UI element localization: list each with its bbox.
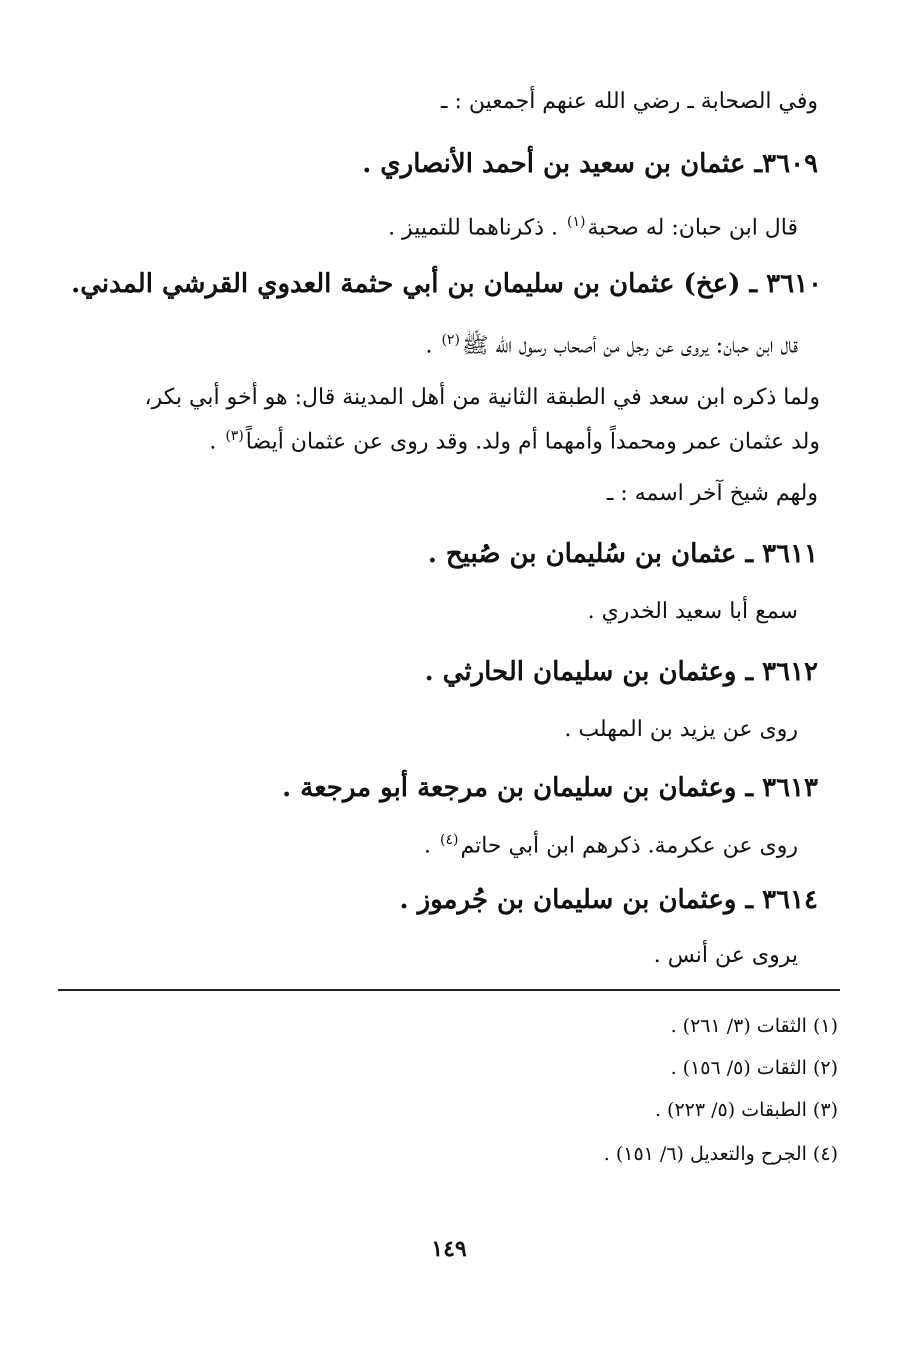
entry-3610-text-a: قال ابن حبان: يروى عن رجل من أصحاب رسول الله ﷺ	[461, 333, 798, 359]
footnote-ref-1[interactable]: (١)	[567, 214, 586, 230]
footnote-3: (٣) الطبقات (٥/ ٢٢٣) .	[654, 1099, 838, 1121]
entry-3610-text-d: .	[209, 429, 217, 455]
others-intro: ولهم شيخ آخر اسمه : ـ	[606, 481, 818, 506]
section-intro: وفي الصحابة ـ رضي الله عنهم أجمعين : ـ	[441, 89, 818, 114]
footnote-1: (١) الثقات (٣/ ٢٦١) .	[670, 1015, 838, 1037]
entry-3613-body	[424, 824, 798, 862]
entry-3613-text-a: روى عن عكرمة. ذكرهم ابن أبي حاتم	[460, 833, 798, 859]
entry-3610-paragraph-line-2	[209, 420, 820, 458]
entry-3609-text-a: قال ابن حبان: له صحبة	[587, 215, 798, 241]
entry-3610-text-b: .	[425, 333, 433, 359]
footnote-2: (٢) الثقات (٥/ ١٥٦) .	[670, 1057, 838, 1079]
entry-3613-heading: ٣٦١٣ ـ وعثمان بن سليمان بن مرجعة أبو مرجعة .	[282, 773, 818, 803]
footnote-ref-3[interactable]: (٣)	[225, 428, 244, 444]
footnote-ref-4[interactable]: (٤)	[439, 832, 459, 848]
footnote-ref-2[interactable]: (٢)	[441, 332, 460, 348]
entry-3614-heading: ٣٦١٤ ـ وعثمان بن سليمان بن جُرموز .	[399, 885, 818, 915]
entry-3609-heading: ٣٦٠٩ـ عثمان بن سعيد بن أحمد الأنصاري .	[362, 149, 818, 179]
footnote-4: (٤) الجرح والتعديل (٦/ ١٥١) .	[603, 1143, 838, 1165]
entry-3610-heading: ٣٦١٠ ـ (عخ) عثمان بن سليمان بن أبي حثمة العدوي القرشي المدني.	[71, 269, 822, 299]
entry-3610-paragraph-line-1: ولما ذكره ابن سعد في الطبقة الثانية من أهل المدينة قال: هو أخو أبي بكر،	[144, 385, 820, 410]
entry-3614-body: يروى عن أنس .	[653, 943, 798, 968]
entry-3610-body	[425, 324, 798, 362]
entry-3613-text-b: .	[423, 833, 431, 859]
entry-3610-text-c: ولد عثمان عمر ومحمداً وأمهما أم ولد. وقد روى عن عثمان أيضاً	[245, 429, 820, 455]
entry-3609-text-b: . ذكرناهما للتمييز .	[388, 215, 559, 241]
page-number: ١٤٩	[431, 1236, 467, 1262]
entry-3609-body	[388, 206, 798, 244]
entry-3612-heading: ٣٦١٢ ـ وعثمان بن سليمان الحارثي .	[424, 657, 818, 687]
entry-3612-body: روى عن يزيد بن المهلب .	[564, 717, 798, 742]
entry-3611-body: سمع أبا سعيد الخدري .	[587, 599, 798, 624]
entry-3611-heading: ٣٦١١ ـ عثمان بن سُليمان بن صُبيح .	[427, 539, 818, 569]
footnote-divider	[58, 989, 840, 991]
